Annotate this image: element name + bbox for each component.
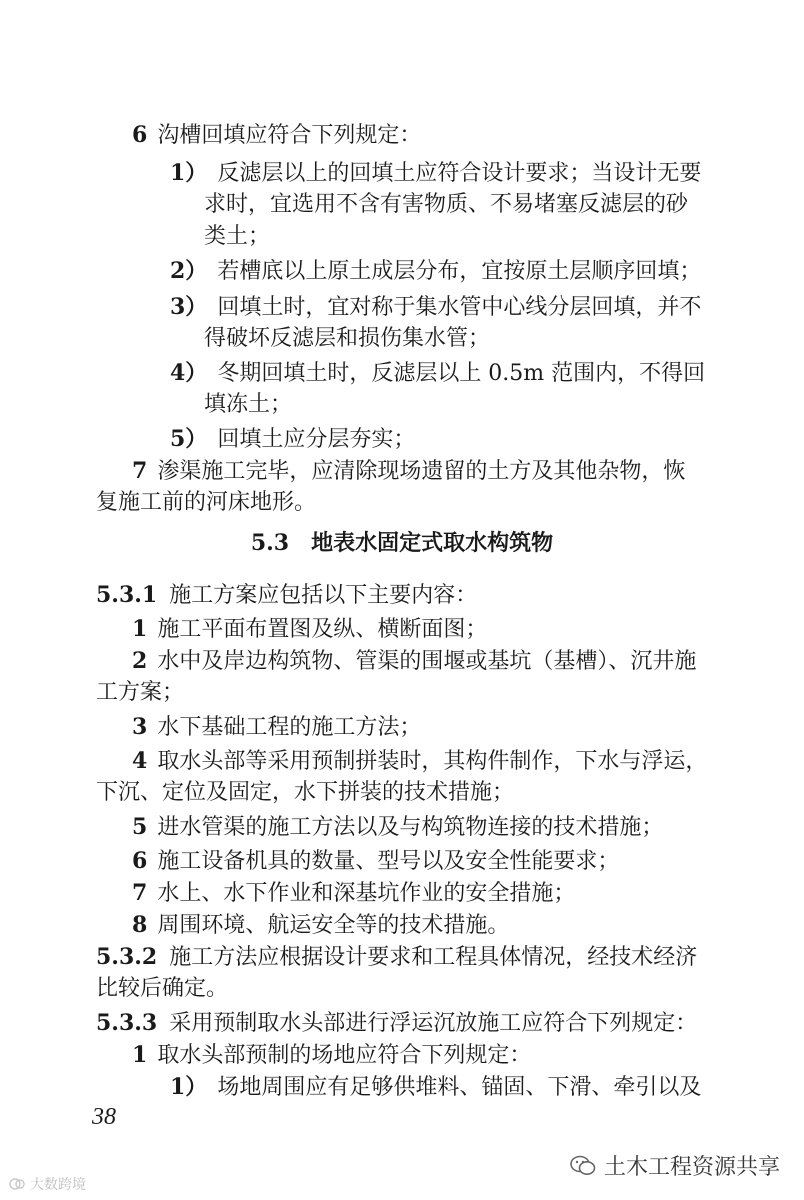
item-text: 水中及岸边构筑物、管渠的围堰或基坑（基槽）、沉井施 [157,649,697,674]
clause-5-3-1-item-2 [132,646,696,677]
item-text: 沟槽回填应符合下列规定： [157,123,422,148]
clause-number: 5.3.3 [96,1010,158,1036]
clause-number: 5.3.1 [96,582,158,608]
subitem-text: 冬期回填土时，反滤层以上 0.5m 范围内，不得回 [217,361,706,386]
subitem-6-1-cont2: 类土； [204,224,271,249]
clause-5-3-1-item-2-cont: 工方案； [96,680,185,705]
item-text: 水下基础工程的施工方法； [157,715,422,740]
subitem-text: 回填土时，宜对称于集水管中心线分层回填，并不 [217,295,702,320]
clause-5-3-1-item-6 [132,846,619,877]
watermark-left [8,1174,86,1194]
clause-5-3-3-subitem-1 [170,1072,701,1103]
clause-5-3-3 [96,1008,697,1039]
clause-5-3-2 [96,942,697,973]
watermark-logo-icon [8,1177,26,1191]
clause-text: 施工方法应根据设计要求和工程具体情况，经技术经济 [169,945,698,970]
subitem-6-3-cont: 得破坏反滤层和损伤集水管； [204,326,491,351]
clause-5-3-1-item-8 [132,910,509,941]
item-text: 施工设备机具的数量、型号以及安全性能要求； [157,849,620,874]
section-title: 地表水固定式取水构筑物 [311,530,554,556]
item-text: 取水头部预制的场地应符合下列规定： [157,1043,532,1068]
clause-5-3-1-item-4-cont: 下沉、定位及固定，水下拼装的技术措施； [96,780,515,805]
subitem-text: 场地周围应有足够供堆料、锚固、下滑、牵引以及 [217,1075,702,1100]
clause-number: 5.3.2 [96,944,158,970]
subitem-6-2 [170,256,701,287]
subitem-6-4 [170,358,705,389]
subitem-6-3 [170,292,701,323]
subitem-number: 4） [170,360,208,386]
clause-5-3-3-item-1 [132,1040,531,1071]
subitem-6-4-cont: 填冻土； [204,392,293,417]
subitem-number: 3） [170,294,208,320]
watermark-right [570,1150,780,1181]
item-number: 1 [132,616,148,642]
item-6 [132,120,421,151]
item-text: 进水管渠的施工方法以及与构筑物连接的技术措施； [157,815,664,840]
clause-5-3-1-item-1 [132,614,487,645]
item-number: 4 [132,748,148,774]
subitem-number: 1） [170,1074,208,1100]
subitem-6-5 [170,424,415,455]
clause-5-3-1-item-4 [132,746,707,777]
watermark-right-text: 土木工程资源共享 [603,1155,780,1180]
item-number: 7 [132,880,148,906]
subitem-number: 2） [170,258,208,284]
clause-text: 施工方案应包括以下主要内容： [169,583,478,608]
clause-5-3-1-item-3 [132,712,421,743]
item-number: 1 [132,1042,148,1068]
subitem-text: 回填土应分层夯实； [217,427,416,452]
clause-5-3-1-item-7 [132,878,575,909]
clause-5-3-1-item-5 [132,812,663,843]
subitem-text: 反滤层以上的回填土应符合设计要求；当设计无要 [217,161,702,186]
item-text: 周围环境、航运安全等的技术措施。 [157,913,510,938]
item-number: 3 [132,714,148,740]
clause-5-3-2-cont: 比较后确定。 [96,976,229,1001]
item-number: 8 [132,912,148,938]
clause-5-3-1 [96,580,477,611]
item-text: 取水头部等采用预制拼装时，其构件制作，下水与浮运， [157,749,708,774]
page-number: 38 [92,1104,116,1130]
section-heading [0,528,804,558]
watermark-left-text: 大数跨境 [30,1177,86,1193]
item-number: 2 [132,648,148,674]
subitem-6-1 [170,158,701,189]
item-7 [132,456,685,487]
item-text: 水上、水下作业和深基坑作业的安全措施； [157,881,576,906]
section-number: 5.3 [250,530,290,556]
item-number: 7 [132,458,148,484]
wechat-icon [570,1155,596,1177]
item-text: 施工平面布置图及纵、横断面图； [157,617,488,642]
subitem-text: 若槽底以上原土成层分布，宜按原土层顺序回填； [217,259,702,284]
subitem-number: 5） [170,426,208,452]
item-number: 5 [132,814,148,840]
clause-text: 采用预制取水头部进行浮运沉放施工应符合下列规定： [169,1011,698,1036]
subitem-6-1-cont: 求时，宜选用不含有害物质、不易堵塞反滤层的砂 [204,192,689,217]
subitem-number: 1） [170,160,208,186]
item-text: 渗渠施工完毕，应清除现场遗留的土方及其他杂物，恢 [157,459,686,484]
item-number: 6 [132,848,148,874]
item-7-cont: 复施工前的河床地形。 [96,490,317,515]
item-number: 6 [132,122,148,148]
